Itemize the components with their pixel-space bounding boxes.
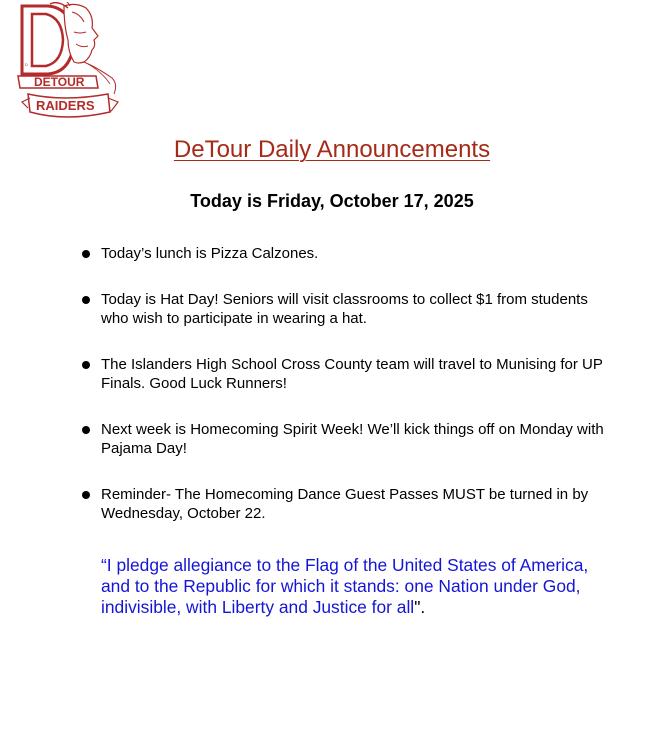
announcement-text: Reminder- The Homecoming Dance Guest Passes MUST be turned in by Wednesday, October 22. — [101, 485, 589, 522]
bullet-icon — [82, 361, 90, 369]
list-item — [78, 290, 608, 329]
bullet-icon — [82, 250, 90, 258]
date-heading: Today is Friday, October 17, 2025 — [190, 191, 474, 211]
announcement-text: Next week is Homecoming Spirit Week! We’ll kick things off on Monday with Pajama Day! — [101, 420, 604, 457]
list-item — [78, 355, 608, 394]
announcement-text: The Islanders High School Cross County team will travel to Munising for UP Finals. Good Luck Runners! — [101, 355, 603, 392]
list-item — [78, 485, 608, 524]
pledge-of-allegiance — [101, 555, 611, 618]
announcement-text: Today’s lunch is Pizza Calzones. — [101, 245, 319, 262]
pledge-ending: ". — [414, 597, 426, 617]
logo-line-raiders: RAIDERS — [36, 98, 95, 113]
logo-line-detour: DETOUR — [34, 75, 85, 89]
logo-letter: D — [25, 62, 28, 67]
list-item — [78, 244, 608, 264]
bullet-icon — [82, 491, 90, 499]
bullet-icon — [82, 426, 90, 434]
page-title: DeTour Daily Announcements — [173, 136, 491, 163]
bullet-icon — [82, 296, 90, 304]
announcement-text: Today is Hat Day! Seniors will visit classrooms to collect $1 from students who wish to participate in wearing a hat. — [101, 290, 588, 327]
list-item — [78, 420, 608, 459]
announcement-list — [78, 244, 608, 550]
pledge-text: “I pledge allegiance to the Flag of the United States of America, and to the Republic for which it stands: one Nation under God, indivisible, with Liberty and Justice for all — [101, 555, 589, 617]
detour-raiders-logo — [14, 2, 122, 124]
raider-head-icon — [14, 2, 122, 124]
